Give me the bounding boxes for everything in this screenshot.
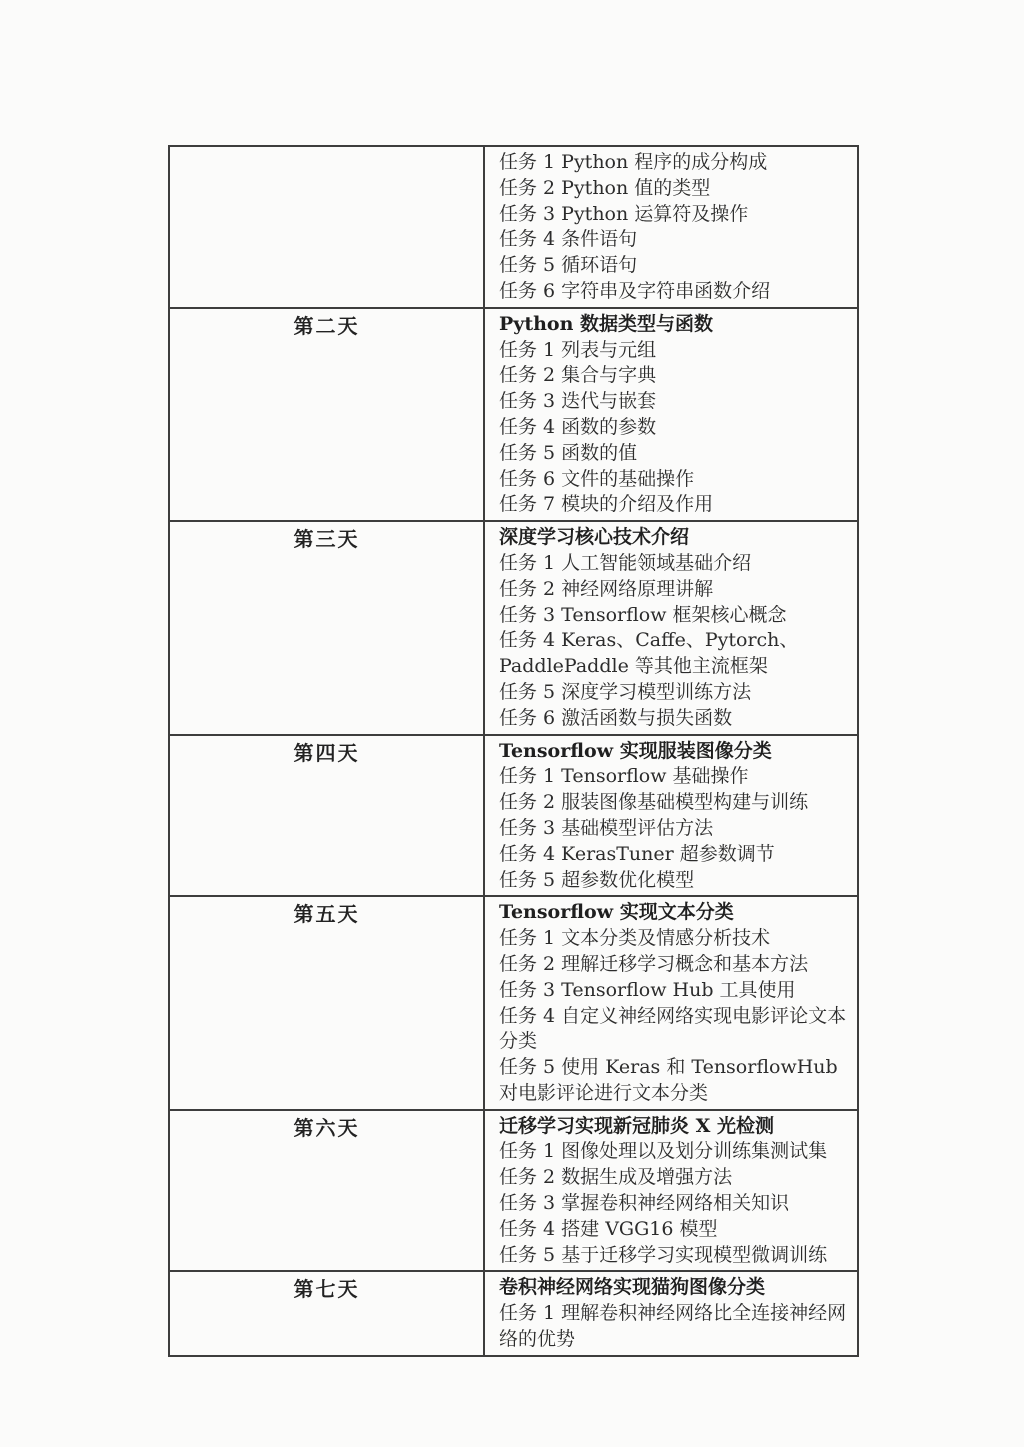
task-item: 任务 2 服装图像基础模型构建与训练 [499, 791, 809, 814]
schedule-row [169, 308, 858, 521]
task-item: 任务 1 Python 程序的成分构成 [499, 151, 768, 173]
task-item: 任务 2 集合与字典 [499, 364, 657, 387]
day-cell [169, 735, 484, 897]
module-title: 深度学习核心技术介绍 [499, 526, 690, 549]
content-cell [484, 1271, 858, 1355]
content-cell [484, 521, 858, 734]
task-item: 任务 3 掌握卷积神经网络相关知识 [499, 1192, 790, 1215]
day-cell [169, 146, 484, 308]
task-item: 任务 1 列表与元组 [499, 338, 657, 361]
module-title: Tensorflow 实现文本分类 [499, 901, 734, 924]
content-cell [484, 735, 858, 897]
day-label: 第二天 [293, 313, 360, 338]
task-item: 任务 5 超参数优化模型 [499, 868, 695, 891]
schedule-row [169, 1271, 858, 1355]
module-title: 迁移学习实现新冠肺炎 X 光检测 [499, 1114, 774, 1137]
task-item: 任务 1 理解卷积神经网络比全连接神经网络的优势 [499, 1302, 847, 1351]
day-cell [169, 1110, 484, 1272]
content-cell [484, 308, 858, 521]
task-item: 任务 5 函数的值 [499, 441, 638, 464]
day-label: 第七天 [293, 1277, 360, 1302]
day-label: 第四天 [293, 740, 360, 765]
task-item: 任务 1 Tensorflow 基础操作 [499, 765, 749, 788]
task-item: 任务 2 理解迁移学习概念和基本方法 [499, 952, 809, 975]
task-item: 任务 6 激活函数与损失函数 [499, 706, 733, 729]
task-item: 任务 4 条件语句 [499, 228, 638, 251]
module-title: 卷积神经网络实现猫狗图像分类 [499, 1276, 766, 1299]
task-item: 任务 6 文件的基础操作 [499, 467, 695, 490]
task-item: 任务 2 神经网络原理讲解 [499, 577, 714, 600]
task-item: 任务 2 数据生成及增强方法 [499, 1166, 733, 1189]
task-item: 任务 2 Python 值的类型 [499, 176, 711, 199]
task-item: 任务 3 Python 运算符及操作 [499, 202, 749, 225]
task-item: 任务 4 KerasTuner 超参数调节 [499, 842, 775, 865]
day-cell [169, 521, 484, 734]
day-label: 第六天 [293, 1115, 360, 1140]
task-item: 任务 4 搭建 VGG16 模型 [499, 1217, 718, 1240]
task-item: 任务 4 Keras、Caffe、Pytorch、PaddlePaddle 等其他主流框架 [499, 629, 799, 678]
content-cell [484, 146, 858, 308]
schedule-row [169, 896, 858, 1109]
module-title: Python 数据类型与函数 [499, 312, 714, 335]
task-item: 任务 5 循环语句 [499, 254, 638, 277]
task-item: 任务 4 函数的参数 [499, 415, 657, 438]
task-item: 任务 5 深度学习模型训练方法 [499, 680, 752, 703]
task-item: 任务 1 文本分类及情感分析技术 [499, 927, 771, 950]
task-item: 任务 3 Tensorflow Hub 工具使用 [499, 978, 796, 1001]
task-item: 任务 5 基于迁移学习实现模型微调训练 [499, 1243, 828, 1266]
schedule-row [169, 521, 858, 734]
task-item: 任务 5 使用 Keras 和 TensorflowHub 对电影评论进行文本分类 [499, 1056, 838, 1104]
content-cell [484, 896, 858, 1109]
task-item: 任务 3 迭代与嵌套 [499, 390, 657, 413]
day-label: 第五天 [293, 902, 360, 927]
day-cell [169, 308, 484, 521]
day-cell [169, 1271, 484, 1355]
task-item: 任务 1 人工智能领域基础介绍 [499, 551, 752, 574]
module-title: Tensorflow 实现服装图像分类 [499, 739, 772, 762]
task-item: 任务 3 基础模型评估方法 [499, 816, 714, 839]
day-cell [169, 896, 484, 1109]
task-item: 任务 1 图像处理以及划分训练集测试集 [499, 1140, 828, 1163]
day-label: 第三天 [293, 527, 360, 552]
course-schedule-table [168, 145, 859, 1357]
task-item: 任务 4 自定义神经网络实现电影评论文本分类 [499, 1004, 847, 1053]
schedule-row [169, 735, 858, 897]
content-cell [484, 1110, 858, 1272]
schedule-table-body [169, 146, 858, 1356]
schedule-row [169, 1110, 858, 1272]
task-item: 任务 6 字符串及字符串函数介绍 [499, 279, 771, 302]
schedule-row [169, 146, 858, 308]
task-item: 任务 3 Tensorflow 框架核心概念 [499, 603, 787, 626]
task-item: 任务 7 模块的介绍及作用 [499, 493, 714, 516]
